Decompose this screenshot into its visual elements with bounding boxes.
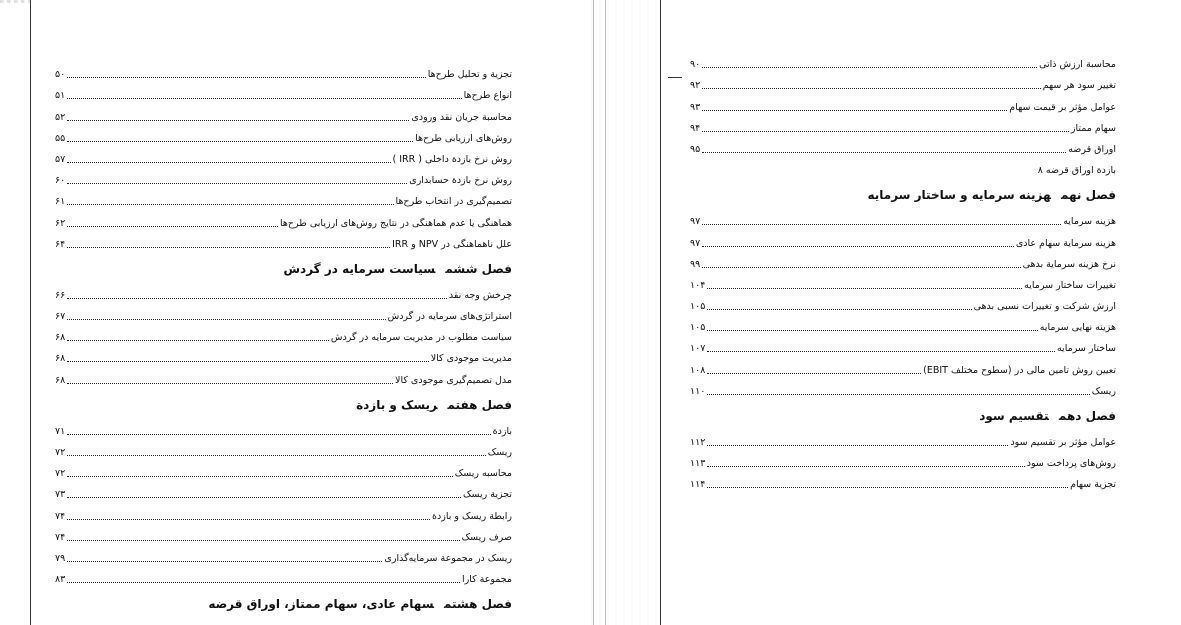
- toc-entry: [55, 501, 512, 522]
- toc-entry: [690, 228, 1116, 249]
- toc-entry-title: ریسک: [487, 447, 512, 458]
- toc-entry: [55, 166, 512, 187]
- dot-leader: [707, 445, 1008, 446]
- chapter-title: سهام عادی، سهام ممتاز، اوراق قرضه: [208, 597, 434, 612]
- toc-page-number: ۵۷: [55, 153, 66, 165]
- toc-entry: [55, 60, 512, 81]
- toc-page-number: ۹۰: [690, 59, 701, 71]
- gutter-edge: [605, 0, 606, 625]
- toc-entry: [55, 565, 512, 586]
- dot-leader: [702, 88, 1041, 89]
- toc-entry-title: ساختار سرمایه: [1056, 343, 1116, 355]
- toc-entry: [55, 323, 512, 344]
- toc-page-number: ۵۱: [55, 90, 66, 102]
- toc-entry-title: روش نرخ بازدة حسابداری: [409, 175, 512, 187]
- chapter-heading: [690, 406, 1116, 426]
- chapter-number: فصل ششم: [445, 261, 512, 276]
- toc-entry: [690, 313, 1116, 334]
- chapter-heading: [55, 395, 512, 415]
- toc-entry-title: روش نرخ بازدة داخلی ( IRR ): [392, 153, 512, 165]
- toc-entry: [55, 438, 512, 459]
- toc-entry-title: ریسک: [1091, 385, 1116, 397]
- dot-leader: [67, 340, 329, 341]
- chapter-heading: [55, 259, 512, 279]
- toc-page-number: ۷۹: [55, 552, 66, 564]
- toc-entry-title: رابطة ریسک و بازدة: [432, 510, 512, 522]
- toc-entry-title: چرخش وجه نقد: [448, 289, 512, 301]
- toc-entry: [55, 344, 512, 365]
- dot-leader: [707, 351, 1055, 352]
- dot-leader: [707, 288, 1022, 289]
- toc-entry-title: روش‌های پرداخت سود: [1026, 458, 1116, 470]
- toc-entry: [55, 302, 512, 323]
- toc-entry-title: تعیین روش تامین مالی در (سطوح مختلف EBIT): [923, 364, 1116, 376]
- toc-page-number: ۶۱: [55, 196, 66, 208]
- toc-entry-title: تجزیة ریسک: [463, 489, 512, 501]
- toc-entry-title: مدیریت موجودی کالا: [430, 353, 512, 365]
- toc-entry: [55, 230, 512, 251]
- dot-leader: [707, 487, 1068, 488]
- toc-entry-title: تغییر سود هر سهم: [1042, 80, 1116, 92]
- toc-entry: [690, 271, 1116, 292]
- toc-entry-title: سهام ممتاز: [1070, 122, 1116, 134]
- toc-page-number: ۱۰۵: [690, 301, 706, 313]
- toc-entry: [690, 377, 1116, 398]
- dot-leader: [67, 361, 429, 362]
- dot-leader: [702, 267, 1020, 268]
- toc-page-number: ۶۴: [55, 238, 66, 250]
- chapter-number: فصل هفتم: [447, 397, 512, 412]
- toc-entry-title: تجزیة سهام: [1070, 479, 1116, 491]
- gutter-edge: [593, 0, 594, 625]
- toc-entry: [690, 470, 1116, 491]
- toc-entry-title: تغییرات ساختار سرمایه: [1024, 279, 1116, 291]
- dot-leader: [67, 476, 453, 477]
- toc-entry-title: سیاست مطلوب در مدیریت سرمایه در گردش: [330, 332, 512, 344]
- toc-page-number: ۱۰۸: [690, 364, 706, 376]
- toc-entry: [690, 449, 1116, 470]
- chapter-heading: [690, 185, 1116, 205]
- toc-entry: [55, 208, 512, 229]
- toc-entry: [55, 480, 512, 501]
- dot-leader: [67, 183, 407, 184]
- dot-leader: [707, 466, 1024, 467]
- dot-leader: [67, 204, 393, 205]
- toc-page-number: ۷۱: [55, 425, 66, 437]
- toc-entry: [690, 114, 1116, 135]
- toc-page-number: ۱۰۷: [690, 343, 706, 355]
- toc-entry-title: استراتژی‌های سرمایه در گردش: [387, 311, 512, 323]
- toc-page-number: ۶۸: [55, 332, 66, 344]
- dot-leader: [702, 246, 1014, 247]
- toc-left: [55, 60, 512, 616]
- toc-entry: [690, 92, 1116, 113]
- dot-leader: [67, 77, 426, 78]
- toc-page-number: ۶۶: [55, 289, 66, 301]
- toc-page-number: ۷۴: [55, 531, 66, 543]
- dot-leader: [702, 67, 1037, 68]
- toc-entry: [55, 81, 512, 102]
- dot-leader: [707, 373, 921, 374]
- dot-leader: [67, 519, 430, 520]
- toc-page-number: ۱۱۳: [690, 458, 706, 470]
- chapter-heading: [55, 594, 512, 614]
- toc-page-number: ۷۲: [55, 468, 66, 480]
- toc-page-number: ۹۲: [690, 80, 701, 92]
- toc-entry-title: ارزش شرکت و تغییرات نسبی بدهی: [973, 301, 1116, 313]
- toc-entry-title: صرف ریسک: [461, 531, 512, 543]
- book-gutter: [585, 0, 660, 625]
- toc-entry-title: نرخ هزینه سرمایة بدهی: [1022, 258, 1116, 270]
- toc-entry-title: هزینه سرمایه: [1063, 216, 1116, 228]
- dot-leader: [67, 98, 461, 99]
- toc-entry-title: عوامل مؤثر بر قیمت سهام: [1009, 101, 1116, 113]
- toc-page-number: ۶۰: [55, 175, 66, 187]
- toc-page-number: ۹۹: [690, 258, 701, 270]
- toc-entry-title: محاسبة ارزش ذاتی: [1039, 59, 1116, 71]
- dot-leader: [67, 497, 461, 498]
- dot-leader: [67, 383, 393, 384]
- toc-page-number: ۸۳: [55, 574, 66, 586]
- toc-page-number: ۷۲: [55, 447, 66, 458]
- toc-page-number: ۹۴: [690, 122, 701, 134]
- dot-leader: [67, 582, 460, 583]
- toc-page-number: ۱۱۲: [690, 437, 706, 448]
- toc-page-number: ۶۲: [55, 217, 66, 229]
- toc-page-number: ۱۰۵: [690, 322, 706, 334]
- toc-entry-title: انواع طرح‌ها: [463, 90, 512, 102]
- dot-leader: [67, 540, 459, 541]
- toc-entry: [55, 523, 512, 544]
- toc-entry: [690, 292, 1116, 313]
- toc-page-number: ۶۸: [55, 353, 66, 365]
- toc-entry: [690, 135, 1116, 156]
- toc-entry: [690, 355, 1116, 376]
- toc-entry-title: ریسک در مجموعة سرمایه‌گذاری: [384, 552, 512, 564]
- toc-entry-title: محاسبه ریسک: [454, 468, 512, 480]
- toc-entry-title: اوراق قرضه: [1068, 143, 1116, 155]
- dot-leader: [67, 247, 390, 248]
- toc-entry: [55, 281, 512, 302]
- toc-entry-title: بازدة: [492, 425, 512, 437]
- dot-leader: [702, 110, 1007, 111]
- toc-entry-title: هماهنگی یا عدم هماهنگی در نتایج روش‌های ارزیابی طرح‌ها: [280, 217, 512, 229]
- toc-entry-title: تجزیة و تحلیل طرح‌ها: [427, 69, 512, 81]
- chapter-number: فصل دهم: [1058, 408, 1116, 423]
- dot-leader: [67, 120, 409, 121]
- toc-entry: [55, 124, 512, 145]
- toc-page-number: ۹۳: [690, 101, 701, 113]
- chapter-title: هزینه سرمایه و ساختار سرمایه: [867, 188, 1051, 203]
- chapter-number: فصل نهم: [1060, 188, 1116, 203]
- toc-entry: [55, 365, 512, 386]
- chapter-title: تقسیم سود: [979, 408, 1049, 423]
- toc-page-number: ۵۲: [55, 111, 66, 123]
- toc-entry-title: محاسبة جریان نقد ورودی: [411, 111, 512, 123]
- dot-leader: [67, 298, 447, 299]
- chapter-number: فصل هشتم: [443, 597, 512, 612]
- toc-page-number: ۱۱۴: [690, 479, 706, 491]
- toc-page-number: ۷۴: [55, 510, 66, 522]
- toc-entry-title: هزینه نهایی سرمایه: [1039, 322, 1116, 334]
- toc-entry: [55, 459, 512, 480]
- toc-entry: [690, 250, 1116, 271]
- toc-entry: [55, 102, 512, 123]
- toc-entry: [690, 334, 1116, 355]
- toc-entry: [690, 71, 1116, 92]
- toc-page-number: ۷۳: [55, 489, 66, 501]
- toc-entry-title: روش‌های ارزیابی طرح‌ها: [415, 132, 512, 144]
- toc-entry-title: عوامل مؤثر بر تقسیم سود: [1010, 437, 1116, 448]
- toc-page-number: ۱۰۴: [690, 279, 706, 291]
- toc-entry: [55, 187, 512, 208]
- toc-entry: [55, 544, 512, 565]
- dot-leader: [67, 434, 490, 435]
- toc-page-number: ۶۸: [55, 374, 66, 386]
- toc-entry-title: تصمیم‌گیری در انتخاب طرح‌ها: [395, 196, 512, 208]
- dot-leader: [702, 224, 1061, 225]
- dot-leader: [67, 319, 385, 320]
- toc-page-number: ۹۷: [690, 237, 701, 249]
- dot-leader: [702, 152, 1066, 153]
- toc-entry-title: مجموعة کارا: [461, 574, 512, 586]
- toc-page-number: ۹۵: [690, 143, 701, 155]
- dot-leader: [67, 455, 486, 456]
- chapter-title: سیاست سرمایه در گردش: [283, 261, 436, 276]
- toc-entry-title: مدل تصمیم‌گیری موجودی کالا: [395, 374, 512, 386]
- dot-leader: [67, 162, 390, 163]
- margin-mark: [668, 77, 682, 78]
- toc-page-number: ۵۵: [55, 132, 66, 144]
- dot-leader: [67, 561, 382, 562]
- toc-entry: [690, 156, 1116, 177]
- toc-entry: [690, 428, 1116, 449]
- toc-entry-title: علل ناهماهنگی در NPV و IRR: [392, 238, 512, 250]
- toc-entry: [690, 50, 1116, 71]
- toc-right: [690, 50, 1116, 491]
- toc-page-number: ۶۷: [55, 311, 66, 323]
- dot-leader: [707, 330, 1037, 331]
- dot-leader: [707, 309, 971, 310]
- dot-leader: [702, 131, 1069, 132]
- dot-leader: [67, 226, 278, 227]
- toc-entry-title: هزینه سرمایة سهام عادی: [1015, 237, 1116, 249]
- toc-entry: [690, 207, 1116, 228]
- toc-page-number: ۱۱۰: [690, 385, 706, 397]
- toc-page-number: ۵۰: [55, 69, 66, 81]
- toc-entry: [55, 417, 512, 438]
- chapter-title: ریسک و بازدة: [356, 397, 438, 412]
- dot-leader: [707, 394, 1089, 395]
- dot-leader: [67, 141, 413, 142]
- toc-entry: [55, 145, 512, 166]
- toc-entry-title: بازدة اوراق قرضه ۸: [1037, 165, 1116, 177]
- toc-page-number: ۹۷: [690, 216, 701, 228]
